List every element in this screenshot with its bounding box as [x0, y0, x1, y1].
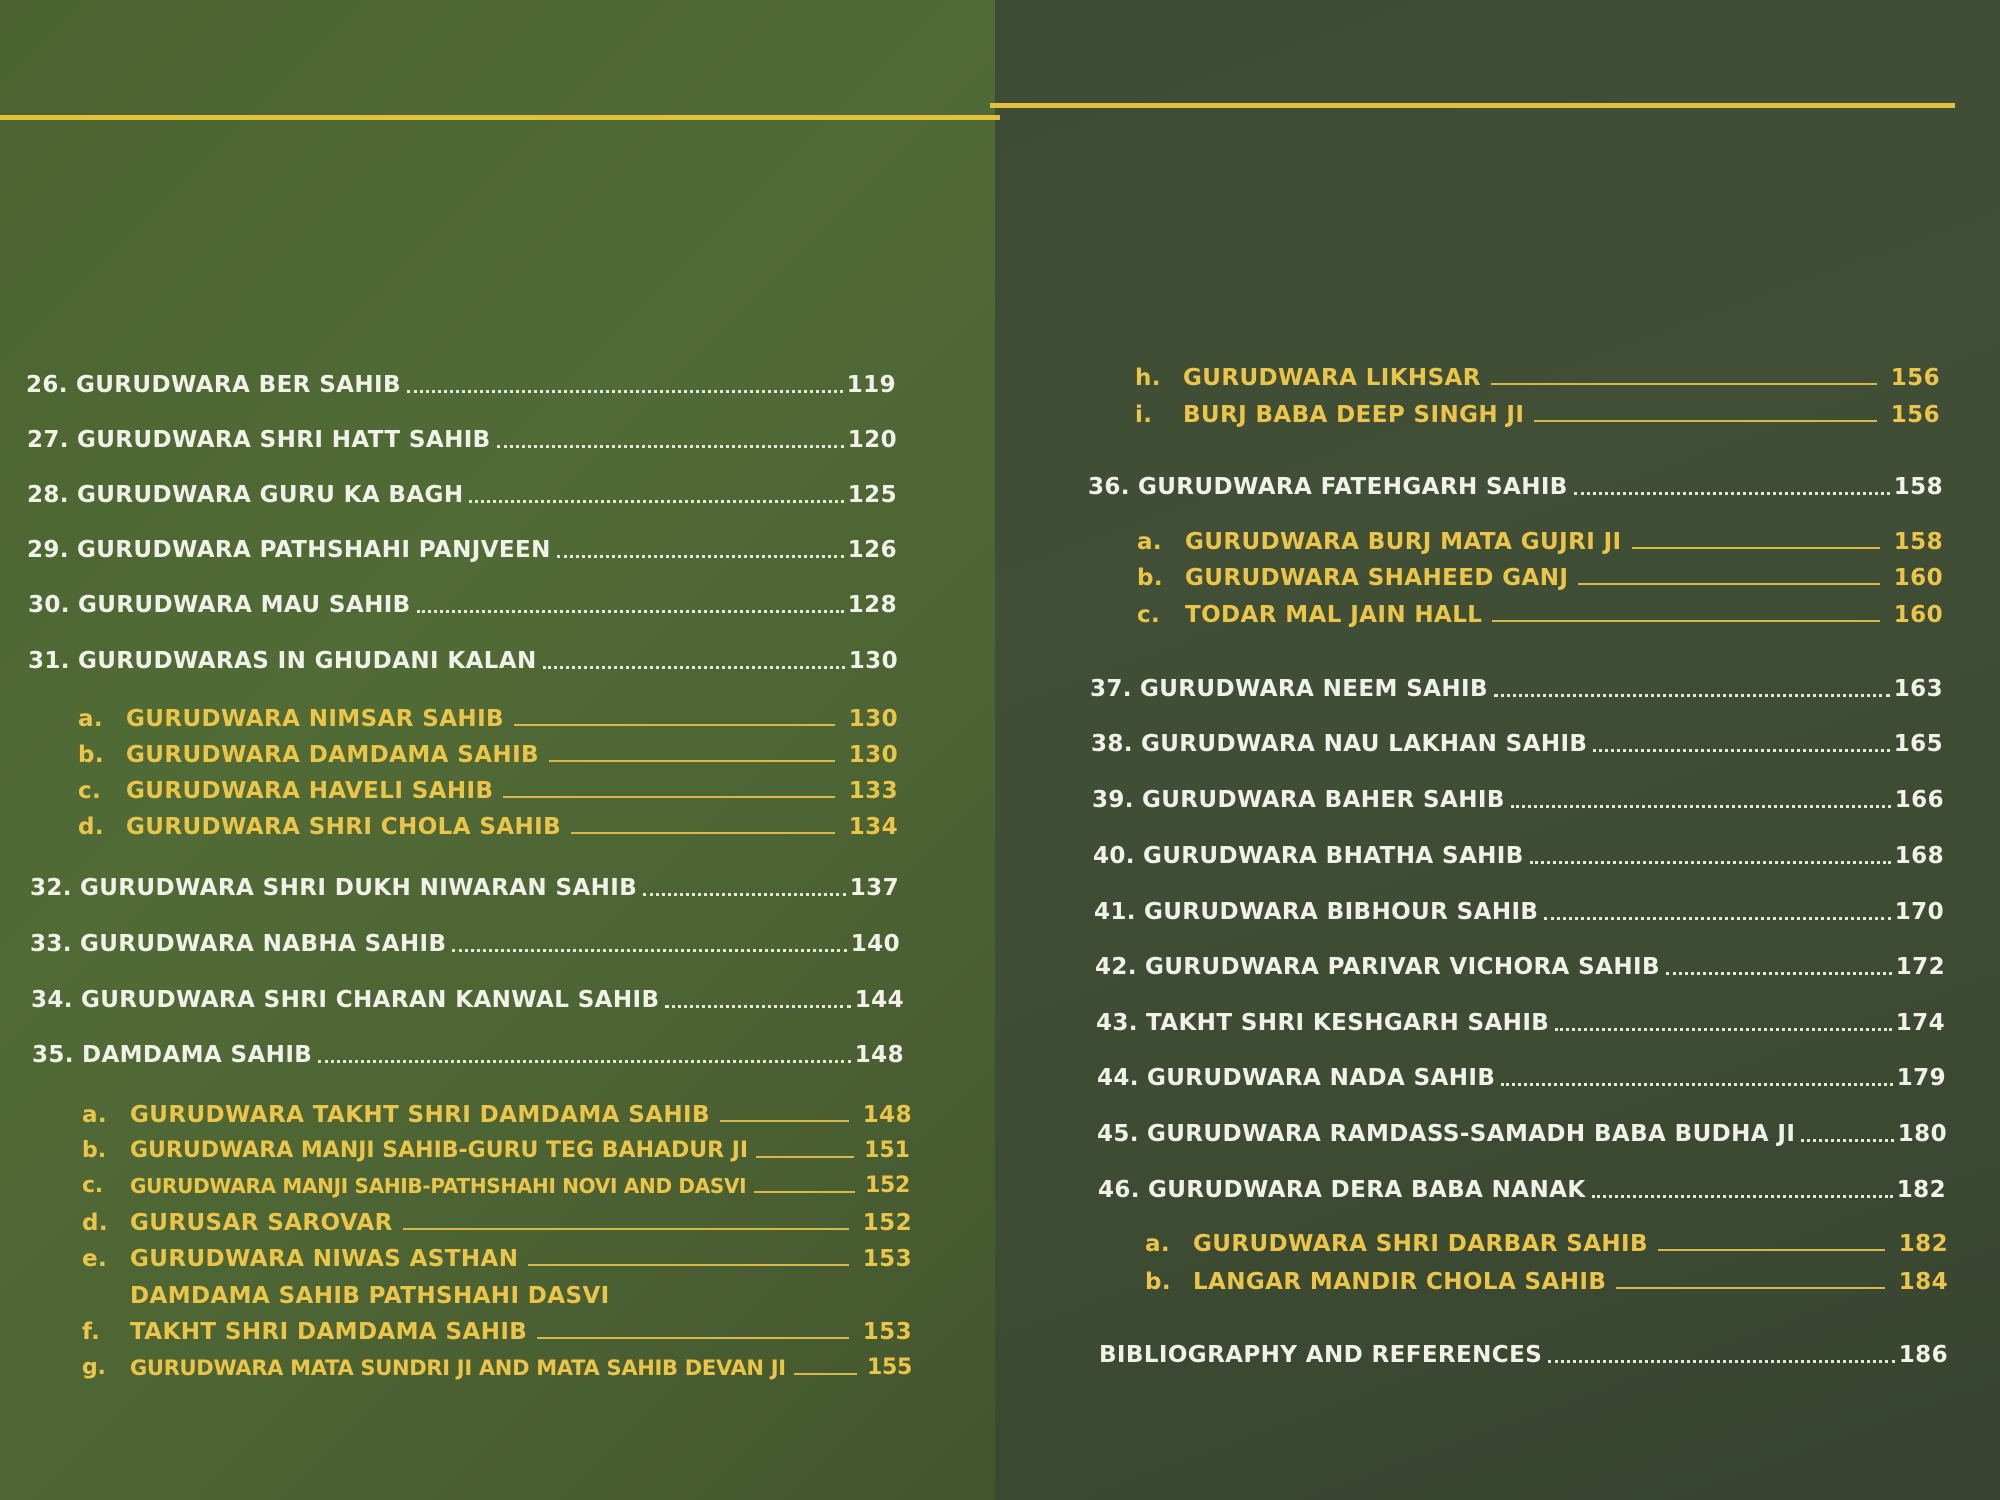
- dot-leader: [643, 893, 846, 896]
- toc-entry-31: 31. GURUDWARAS IN GHUDANI KALAN 130: [28, 648, 898, 674]
- toc-sub-entry-36a: a. GURUDWARA BURJ MATA GUJRI JI 158: [1137, 529, 1943, 555]
- dot-leader: [1593, 749, 1889, 752]
- toc-entry-43: 43. TAKHT SHRI KESHGARH SAHIB 174: [1096, 1010, 1945, 1036]
- dot-leader: [1666, 972, 1892, 975]
- toc-entry-27: 27. GURUDWARA SHRI HATT SAHIB 120: [27, 427, 897, 453]
- dot-leader: [1544, 917, 1890, 920]
- toc-page-number: 120: [847, 427, 897, 453]
- toc-entry-title: GURUDWARA FATEHGARH SAHIB: [1137, 474, 1568, 500]
- toc-page-number: 126: [847, 537, 897, 563]
- toc-sub-title: GURUDWARA SHRI DARBAR SAHIB: [1193, 1231, 1648, 1257]
- toc-sub-entry-31b: b. GURUDWARA DAMDAMA SAHIB 130: [78, 742, 898, 768]
- toc-entry-32: 32. GURUDWARA SHRI DUKH NIWARAN SAHIB 137: [30, 875, 899, 901]
- toc-page-number: 174: [1895, 1010, 1945, 1036]
- toc-entry-41: 41. GURUDWARA BIBHOUR SAHIB 170: [1094, 899, 1944, 925]
- left-header-rule: [0, 115, 1000, 120]
- toc-entry-40: 40. GURUDWARA BHATHA SAHIB 168: [1093, 843, 1944, 869]
- toc-entry-title: GURUDWARA NEEM SAHIB: [1139, 676, 1488, 702]
- toc-page-number: 137: [849, 875, 899, 901]
- line-leader: [1534, 420, 1876, 422]
- toc-sub-title: GURUDWARA NIMSAR SAHIB: [126, 706, 504, 732]
- toc-page-number: 165: [1893, 731, 1943, 757]
- dot-leader: [1801, 1139, 1893, 1142]
- toc-sub-entry-46a: a. GURUDWARA SHRI DARBAR SAHIB 182: [1145, 1231, 1948, 1257]
- toc-entry-36: 36. GURUDWARA FATEHGARH SAHIB 158: [1088, 474, 1943, 500]
- line-leader: [756, 1156, 854, 1158]
- toc-sub-entry-35e: e. GURUDWARA NIWAS ASTHAN 153: [82, 1246, 912, 1272]
- dot-leader: [1592, 1195, 1893, 1198]
- toc-entry-42: 42. GURUDWARA PARIVAR VICHORA SAHIB 172: [1095, 954, 1945, 980]
- toc-entry-37: 37. GURUDWARA NEEM SAHIB 163: [1090, 676, 1943, 702]
- toc-sub-title-continuation: DAMDAMA SAHIB PATHSHAHI DASVI: [130, 1283, 610, 1309]
- line-leader: [503, 796, 834, 798]
- line-leader: [1492, 620, 1879, 622]
- dot-leader: [1574, 492, 1890, 495]
- toc-entry-title: GURUDWARA GURU KA BAGH: [76, 482, 464, 508]
- toc-page-number: 158: [1893, 474, 1943, 500]
- toc-sub-entry-35b: b. GURUDWARA MANJI SAHIB-GURU TEG BAHADUR JI 151: [82, 1136, 910, 1166]
- dot-leader: [1548, 1360, 1895, 1363]
- toc-page-number: 158: [1893, 529, 1943, 555]
- dot-leader: [497, 445, 844, 448]
- right-header-rule: [990, 103, 1955, 108]
- toc-entry-38: 38. GURUDWARA NAU LAKHAN SAHIB 165: [1091, 731, 1943, 757]
- dot-leader: [1501, 1083, 1892, 1086]
- toc-entry-title: GURUDWARA RAMDASS-SAMADH BABA BUDHA JI: [1146, 1121, 1796, 1147]
- toc-sub-entry-36b: b. GURUDWARA SHAHEED GANJ 160: [1137, 565, 1943, 591]
- toc-entry-title: GURUDWARA DERA BABA NANAK: [1147, 1177, 1586, 1203]
- toc-sub-entry-35a: a. GURUDWARA TAKHT SHRI DAMDAMA SAHIB 148: [82, 1102, 912, 1128]
- toc-page-number: 144: [854, 987, 904, 1013]
- toc-page-number: 119: [846, 372, 896, 398]
- line-leader: [549, 760, 835, 762]
- toc-sub-title: TAKHT SHRI DAMDAMA SAHIB: [130, 1319, 528, 1345]
- toc-sub-title: TODAR MAL JAIN HALL: [1185, 602, 1483, 628]
- toc-entry-title: GURUDWARA BIBHOUR SAHIB: [1143, 899, 1539, 925]
- toc-entry-46: 46. GURUDWARA DERA BABA NANAK 182: [1098, 1177, 1946, 1203]
- toc-sub-title: GURUSAR SAROVAR: [130, 1210, 393, 1236]
- toc-page-number: 140: [850, 931, 900, 957]
- toc-sub-entry-31c: c. GURUDWARA HAVELI SAHIB 133: [78, 778, 898, 804]
- toc-sub-title: GURUDWARA TAKHT SHRI DAMDAMA SAHIB: [130, 1102, 710, 1128]
- toc-sub-title: GURUDWARA DAMDAMA SAHIB: [126, 742, 539, 768]
- toc-page-number: 151: [864, 1138, 910, 1163]
- line-leader: [571, 832, 835, 834]
- toc-entry-title: GURUDWARA BAHER SAHIB: [1141, 787, 1505, 813]
- line-leader: [514, 724, 835, 726]
- toc-sub-entry-35c: c. GURUDWARA MANJI SAHIB-PATHSHAHI NOVI AND DASVI 152: [82, 1171, 910, 1201]
- toc-sub-title: GURUDWARA MANJI SAHIB-GURU TEG BAHADUR JI: [130, 1138, 749, 1163]
- toc-sub-entry-35i: i. BURJ BABA DEEP SINGH JI 156: [1135, 402, 1940, 428]
- toc-sub-entry-46b: b. LANGAR MANDIR CHOLA SAHIB 184: [1145, 1269, 1948, 1295]
- toc-entry-45: 45. GURUDWARA RAMDASS-SAMADH BABA BUDHA JI 180: [1097, 1121, 1947, 1147]
- line-leader: [1491, 383, 1877, 385]
- toc-entry-39: 39. GURUDWARA BAHER SAHIB 166: [1092, 787, 1944, 813]
- toc-entry-33: 33. GURUDWARA NABHA SAHIB 140: [30, 931, 900, 957]
- toc-sub-entry-36c: c. TODAR MAL JAIN HALL 160: [1137, 602, 1943, 628]
- line-leader: [794, 1373, 857, 1375]
- toc-entry-title: GURUDWARA NABHA SAHIB: [79, 931, 447, 957]
- toc-page-number: 152: [862, 1210, 912, 1236]
- toc-page-number: 130: [848, 706, 898, 732]
- toc-sub-title: LANGAR MANDIR CHOLA SAHIB: [1193, 1269, 1607, 1295]
- toc-page-number: 153: [862, 1319, 912, 1345]
- toc-sub-entry-35g: g. GURUDWARA MATA SUNDRI JI AND MATA SAHIB DEVAN JI 155: [82, 1353, 912, 1383]
- toc-sub-title: GURUDWARA LIKHSAR: [1183, 365, 1481, 391]
- toc-sub-entry-35d: d. GURUSAR SAROVAR 152: [82, 1210, 912, 1236]
- toc-entry-title: GURUDWARAS IN GHUDANI KALAN: [77, 648, 537, 674]
- toc-page-number: 179: [1896, 1065, 1946, 1091]
- toc-sub-title: GURUDWARA MATA SUNDRI JI AND MATA SAHIB DEVAN JI: [130, 1356, 786, 1380]
- toc-sub-entry-31d: d. GURUDWARA SHRI CHOLA SAHIB 134: [78, 814, 898, 840]
- toc-entry-bibliography: [1099, 1340, 1948, 1370]
- toc-entry-title: BIBLIOGRAPHY AND REFERENCES: [1099, 1342, 1543, 1368]
- toc-sub-title: GURUDWARA BURJ MATA GUJRI JI: [1185, 529, 1622, 555]
- toc-entry-29: 29. GURUDWARA PATHSHAHI PANJVEEN 126: [27, 537, 897, 563]
- toc-entry-title: GURUDWARA PARIVAR VICHORA SAHIB: [1144, 954, 1660, 980]
- toc-page-number: 133: [848, 778, 898, 804]
- dot-leader: [318, 1060, 851, 1063]
- toc-page-number: 163: [1893, 676, 1943, 702]
- toc-entry-title: GURUDWARA NAU LAKHAN SAHIB: [1140, 731, 1588, 757]
- dot-leader: [557, 555, 844, 558]
- toc-page-number: 168: [1894, 843, 1944, 869]
- toc-page-number: 128: [847, 592, 897, 618]
- toc-page-number: 182: [1896, 1177, 1946, 1203]
- toc-entry-title: GURUDWARA NADA SAHIB: [1146, 1065, 1496, 1091]
- toc-page-number: 156: [1890, 402, 1940, 428]
- toc-entry-title: DAMDAMA SAHIB: [81, 1042, 313, 1068]
- toc-page-number: 134: [848, 814, 898, 840]
- toc-page-number: 153: [862, 1246, 912, 1272]
- toc-page-number: 160: [1893, 565, 1943, 591]
- toc-entry-title: GURUDWARA SHRI CHARAN KANWAL SAHIB: [80, 987, 660, 1013]
- toc-page-number: 156: [1890, 365, 1940, 391]
- dot-leader: [1511, 805, 1891, 808]
- toc-page-number: 125: [847, 482, 897, 508]
- toc-page-number: 148: [862, 1102, 912, 1128]
- toc-entry-30: 30. GURUDWARA MAU SAHIB 128: [28, 592, 897, 618]
- line-leader: [720, 1120, 849, 1122]
- toc-sub-entry-35f: f. TAKHT SHRI DAMDAMA SAHIB 153: [82, 1319, 912, 1345]
- toc-page-number: 155: [866, 1355, 912, 1380]
- toc-page-number: 152: [864, 1173, 910, 1198]
- toc-entry-26: 26. GURUDWARA BER SAHIB 119: [26, 372, 896, 398]
- toc-entry-title: GURUDWARA MAU SAHIB: [77, 592, 411, 618]
- line-leader: [1632, 547, 1880, 549]
- toc-page-number: 166: [1894, 787, 1944, 813]
- toc-page-number: 182: [1898, 1231, 1948, 1257]
- toc-page-number: 184: [1898, 1269, 1948, 1295]
- toc-entry-title: GURUDWARA BER SAHIB: [75, 372, 401, 398]
- toc-page-number: 170: [1894, 899, 1944, 925]
- toc-entry-title: GURUDWARA SHRI HATT SAHIB: [76, 427, 491, 453]
- toc-entry-28: 28. GURUDWARA GURU KA BAGH 125: [27, 482, 897, 508]
- toc-sub-title: GURUDWARA HAVELI SAHIB: [126, 778, 494, 804]
- toc-entry-title: GURUDWARA BHATHA SAHIB: [1142, 843, 1524, 869]
- line-leader: [528, 1264, 848, 1266]
- dot-leader: [407, 390, 843, 393]
- toc-sub-title: GURUDWARA SHAHEED GANJ: [1185, 565, 1569, 591]
- toc-page-number: 180: [1897, 1121, 1947, 1147]
- toc-sub-title: BURJ BABA DEEP SINGH JI: [1183, 402, 1525, 428]
- toc-sub-title: GURUDWARA MANJI SAHIB-PATHSHAHI NOVI AND DASVI: [130, 1174, 747, 1198]
- dot-leader: [1555, 1028, 1892, 1031]
- toc-entry-44: 44. GURUDWARA NADA SAHIB 179: [1097, 1065, 1946, 1091]
- toc-entry-34: 34. GURUDWARA SHRI CHARAN KANWAL SAHIB 144: [31, 987, 904, 1013]
- dot-leader: [469, 500, 843, 503]
- toc-page-number: 130: [848, 742, 898, 768]
- toc-sub-entry-35h: h. GURUDWARA LIKHSAR 156: [1135, 365, 1940, 391]
- dot-leader: [543, 666, 845, 669]
- toc-entry-35: 35. DAMDAMA SAHIB 148: [32, 1042, 904, 1068]
- toc-entry-title: TAKHT SHRI KESHGARH SAHIB: [1145, 1010, 1550, 1036]
- toc-sub-entry-31a: a. GURUDWARA NIMSAR SAHIB 130: [78, 706, 898, 732]
- line-leader: [403, 1228, 849, 1230]
- toc-page-number: 186: [1898, 1342, 1948, 1368]
- toc-page-number: 172: [1895, 954, 1945, 980]
- toc-entry-title: GURUDWARA PATHSHAHI PANJVEEN: [76, 537, 551, 563]
- dot-leader: [452, 949, 846, 952]
- line-leader: [537, 1337, 849, 1339]
- line-leader: [754, 1191, 855, 1193]
- toc-page-number: 148: [854, 1042, 904, 1068]
- line-leader: [1616, 1287, 1885, 1289]
- toc-sub-title: GURUDWARA NIWAS ASTHAN: [130, 1246, 519, 1272]
- dot-leader: [1494, 694, 1890, 697]
- toc-sub-title: GURUDWARA SHRI CHOLA SAHIB: [126, 814, 562, 840]
- dot-leader: [417, 610, 844, 613]
- line-leader: [1578, 583, 1879, 585]
- line-leader: [1658, 1249, 1885, 1251]
- dot-leader: [1530, 861, 1891, 864]
- dot-leader: [665, 1005, 850, 1008]
- toc-page-number: 160: [1893, 602, 1943, 628]
- toc-page-number: 130: [848, 648, 898, 674]
- toc-entry-title: GURUDWARA SHRI DUKH NIWARAN SAHIB: [79, 875, 638, 901]
